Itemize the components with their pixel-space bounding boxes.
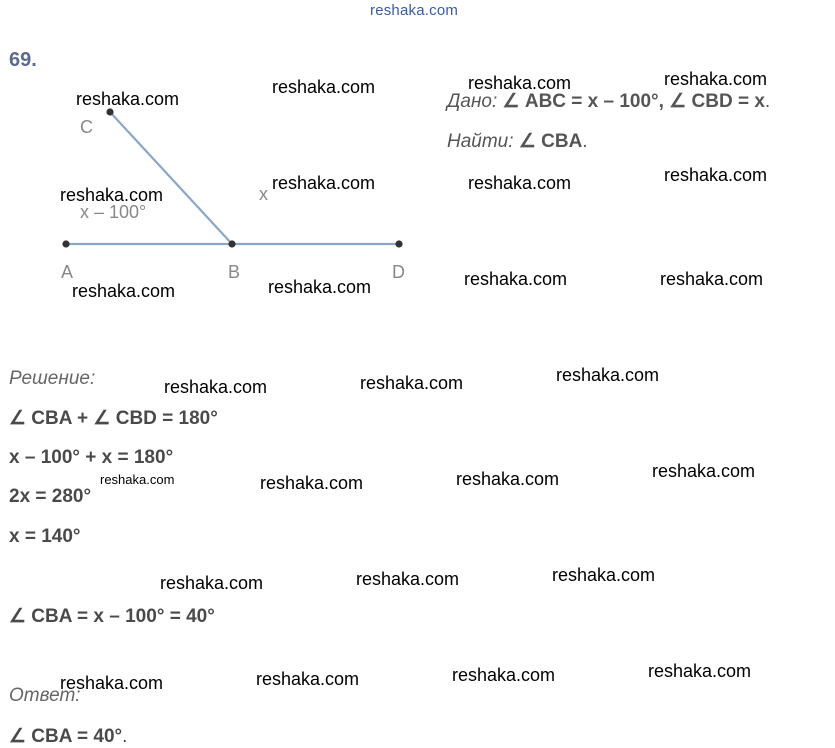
find-statement [447, 130, 588, 153]
watermark: reshaka.com [76, 89, 180, 109]
watermark: reshaka.com [456, 469, 560, 489]
problem-number: 69. [9, 49, 37, 71]
point-d-dot [395, 240, 402, 247]
watermark: reshaka.com [468, 173, 572, 193]
watermark: reshaka.com [100, 472, 175, 487]
solution-line-5: ∠ CBA = x – 100° = 40° [9, 606, 215, 627]
watermark: reshaka.com [468, 73, 572, 93]
answer-expression: ∠ CBA = 40° [9, 726, 123, 747]
watermark: reshaka.com [260, 473, 364, 493]
watermark: reshaka.com [452, 665, 556, 685]
point-c-label: C [80, 117, 93, 137]
given-expression: ∠ ABC = x – 100°, ∠ CBD = x [502, 91, 765, 112]
watermark: reshaka.com [160, 573, 264, 593]
watermark: reshaka.com [660, 269, 764, 289]
watermark: reshaka.com [268, 277, 372, 297]
watermark: reshaka.com [356, 569, 460, 589]
watermark: reshaka.com [256, 669, 360, 689]
angle-abc-label: x – 100° [80, 202, 147, 222]
watermark: reshaka.com [464, 269, 568, 289]
watermark: reshaka.com [360, 373, 464, 393]
given-label: Дано: [447, 91, 498, 112]
watermark: reshaka.com [72, 281, 176, 301]
solution-heading: Решение: [9, 368, 96, 389]
answer-heading: Ответ: [9, 685, 81, 706]
watermark: reshaka.com [652, 461, 756, 481]
site-header-link[interactable]: reshaka.com [370, 2, 459, 19]
watermark: reshaka.com [552, 565, 656, 585]
angle-cbd-label: x [259, 184, 268, 204]
answer-end: . [122, 726, 128, 747]
watermark: reshaka.com [60, 673, 164, 693]
find-label: Найти: [447, 131, 514, 152]
watermark: reshaka.com [60, 185, 164, 205]
given-end: . [764, 91, 771, 112]
solution-line-1: ∠ CBA + ∠ CBD = 180° [9, 408, 218, 429]
find-end: . [582, 131, 588, 152]
watermark: reshaka.com [164, 377, 268, 397]
point-a-dot [62, 240, 69, 247]
point-a-label: A [61, 262, 74, 282]
watermark: reshaka.com [556, 365, 660, 385]
point-b-label: B [228, 262, 241, 282]
find-expression: ∠ CBA [518, 131, 583, 152]
point-d-label: D [392, 262, 405, 282]
solution-line-4: x = 140° [9, 526, 81, 547]
solution-line-2: x – 100° + x = 180° [9, 447, 174, 468]
watermark: reshaka.com [648, 661, 752, 681]
solution-line-3: 2x = 280° [9, 486, 92, 507]
watermark: reshaka.com [664, 69, 768, 89]
watermark: reshaka.com [664, 165, 768, 185]
watermark: reshaka.com [272, 77, 376, 97]
ray-bc [110, 112, 232, 244]
point-b-dot [228, 240, 235, 247]
watermark: reshaka.com [272, 173, 376, 193]
